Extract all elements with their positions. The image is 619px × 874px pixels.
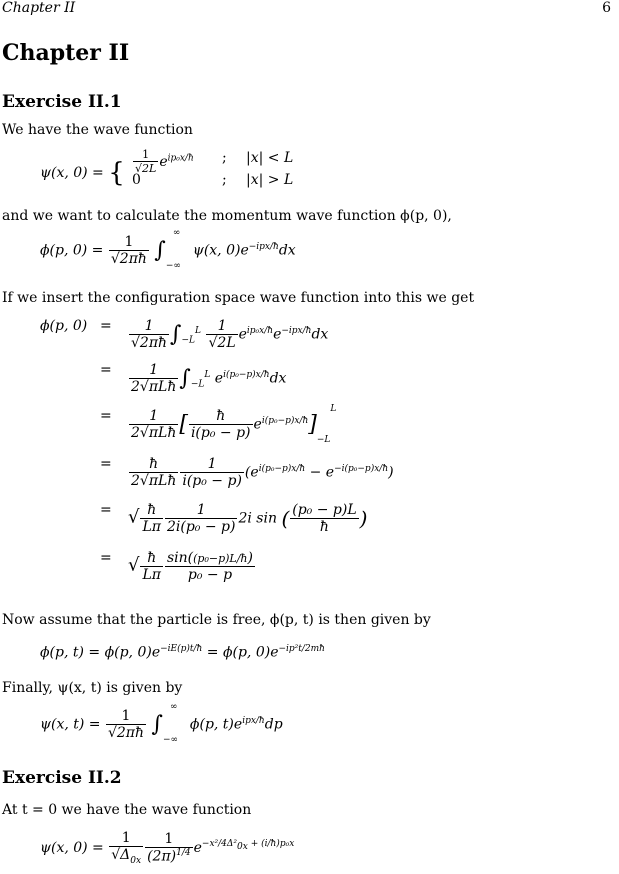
- exercise-2-heading: Exercise II.2: [2, 768, 122, 788]
- running-title: Chapter II: [2, 0, 76, 16]
- equation-gaussian-wave-packet: ψ(x, 0) = $\frac{1}{√\Delta_{0x}}$ $\frac{1}{(2\pi)^{1/4}}$ $e^{-x^2/4\Delta^2_{0x} + (i/ħ)p_0x}$: [40, 830, 295, 866]
- equation-psi-x-t: ψ(x, t) = $\frac{1}{√2\pi ħ}$ $\int_{-\infty}^\infty$ ϕ(p, $t)e^{ipx/ħ}dp$: [40, 701, 283, 746]
- exercise-1-paragraph-1: We have the wave function: [2, 122, 193, 138]
- equation-psi-x-0: ψ(x, 0) = { $\frac{1}{√2L}$ $e^{ip_0x/ħ}$ ; |x| < L 0 ; |x| > L: [40, 148, 294, 188]
- page-number: 6: [602, 0, 611, 16]
- exercise-1-heading: Exercise II.1: [2, 92, 122, 112]
- running-header: [2, 0, 617, 18]
- chapter-title: Chapter II: [2, 40, 130, 66]
- derivation-block: ϕ(p, 0) = $\frac{1}{√2\pi ħ}$ $\int_{-L}^L$ $\frac{1}{√2L}$ $e^{ip_0x/ħ}e^{-ipx/ħ}dx$ = $\frac{1}{\text{2√πLħ}}$ $\int_{-L}^L$ $e^{i(p_0-p)x/ħ}dx$ = $\frac{1}{\text{2√πLħ}}$ [ $\frac{ħ}{\text{i(p₀ − p)}}$ $e^{i(p_0-p)x/ħ}]_{-L}^L$ = $\frac{ħ}{\text{2√πLħ}}$ $\frac{1}{\text{i(p₀ − p)}}$ $(e^{i(p_0-p)x/ħ} - e^{-i(p_0-p)x/ħ})$ = √ $\frac{ħ}{L\pi}$ $\frac{1}{\text{2i(p₀ − p)}}$ 2i sin ( $\frac{\text{(p₀ − p)L}}{ħ}$ ) = √ $\frac{ħ}{L\pi}$ $\frac{\text{sin((p₀−p)L/ħ)}}{\text{p₀ − p}}$: [40, 318, 394, 583]
- exercise-1-paragraph-5: Finally, ψ(x, t) is given by: [2, 680, 183, 696]
- equation-phi-p-t: ϕ(p, t) = ϕ(p, $0)e^{-iE(p)t/ħ} = \phi(p$, $0)e^{-ip^2t/2mħ}$: [40, 644, 325, 661]
- equation-phi-p-0: ϕ(p, 0) = $\frac{1}{√2\pi ħ}$ $\int_{-\infty}^\infty$ ψ(x, $0)e^{-ipx/ħ}dx$: [40, 227, 296, 272]
- exercise-1-paragraph-2: and we want to calculate the momentum wave function ϕ(p, 0),: [2, 208, 452, 224]
- exercise-1-paragraph-4: Now assume that the particle is free, ϕ(p, t) is then given by: [2, 612, 431, 628]
- exercise-1-paragraph-3: If we insert the configuration space wave function into this we get: [2, 290, 475, 306]
- exercise-2-paragraph-1: At t = 0 we have the wave function: [2, 802, 252, 818]
